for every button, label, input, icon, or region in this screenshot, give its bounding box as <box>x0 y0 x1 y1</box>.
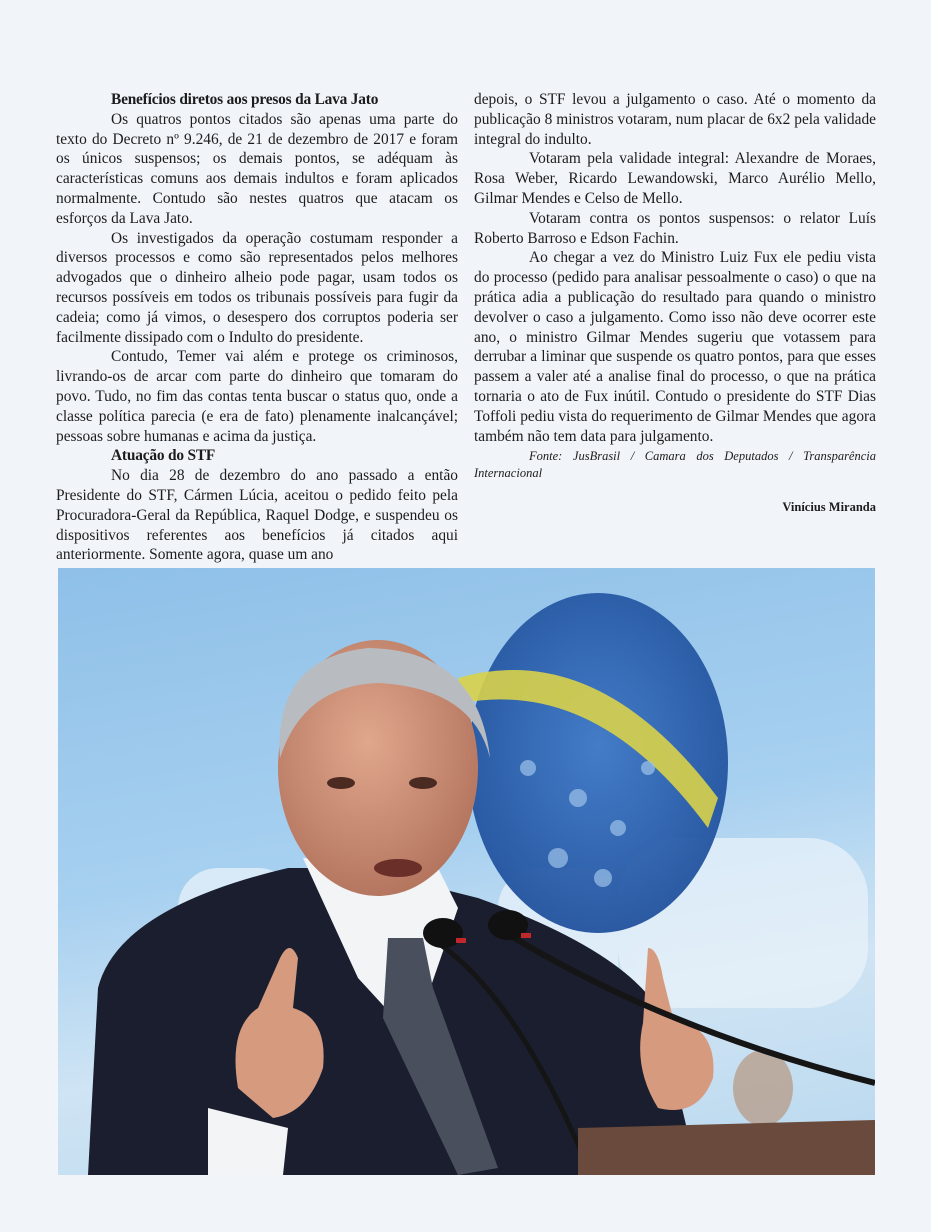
podium <box>578 1120 875 1175</box>
section-heading-stf: Atuação do STF <box>111 447 216 465</box>
article-photo <box>58 568 875 1175</box>
paragraph: No dia 28 de dezembro do ano passado a então Presidente do STF, Cármen Lúcia, aceitou o pedido feito pela Procuradora-Geral da República, Raquel Dodge, e suspendeu os dispositivos referentes aos benefícios já citados aqui anteriormente. Somente agora, quase um ano <box>56 467 458 564</box>
background-person <box>733 1050 793 1126</box>
paragraph: depois, o STF levou a julgamento o caso. Até o momento da publicação 8 ministros votaram, num placar de 6x2 pela validade integral do indulto. <box>474 91 876 148</box>
source-credit: Fonte: JusBrasil / Camara dos Deputados / Transparência Internacional <box>474 449 876 481</box>
paragraph: Contudo, Temer vai além e protege os criminosos, livrando-os de arcar com parte do dinheiro que tomaram do povo. Tudo, no fim das contas tenta buscar o status quo, onde a classe política parecia (e era de fato) plenamente inalcançável; pessoas sobre humanas e acima da justiça. <box>56 348 458 445</box>
paragraph: Ao chegar a vez do Ministro Luiz Fux ele pediu vista do processo (pedido para analisar pessoalmente o caso) o que na prática adia a publicação do resultado para quando o ministro devolver o caso a julgamento. Como isso não deve ocorrer este ano, o ministro Gilmar Mendes sugeriu que votassem para derrubar a liminar que suspende os quatro pontos, para que esses passem a valer até a analise final do processo, o que na prática tornaria o ato de Fux inútil. Contudo o presidente do STF Dias Toffoli pediu vista do requerimento de Gilmar Mendes que agora também não tem data para julgamento. <box>474 249 876 445</box>
speaker-illustration <box>58 568 875 1175</box>
paragraph: Os quatros pontos citados são apenas uma parte do texto do Decreto nº 9.246, de 21 de dezembro de 2017 e foram os únicos suspensos; os demais pontos, se adéquam às características comuns aos demais indultos e foram aplicados normalmente. Contudo são nestes quatros que atacam os esforços da Lava Jato. <box>56 110 458 227</box>
paragraph: Votaram contra os pontos suspensos: o relator Luís Roberto Barroso e Edson Fachin. <box>474 209 876 247</box>
section-heading-benefits: Benefícios diretos aos presos da Lava Jato <box>111 91 379 108</box>
paragraph: Votaram pela validade integral: Alexandre de Moraes, Rosa Weber, Ricardo Lewandowski, Marco Aurélio Mello, Gilmar Mendes e Celso de Mello. <box>474 150 876 207</box>
author-name: Vinícius Miranda <box>782 500 876 515</box>
right-column <box>474 90 876 565</box>
left-column <box>56 90 458 565</box>
globe-emblem <box>458 593 728 933</box>
paragraph: Os investigados da operação costumam responder a diversos processos e como são representados pelos melhores advogados que o dinheiro alheio pode pagar, usam todos os recursos possíveis em todos os tribunais possíveis para fugir da cadeia; como já vimos, o desespero dos corruptos poderia ser facilmente dissipado com o Indulto do presidente. <box>56 229 458 346</box>
article-body <box>56 90 876 565</box>
